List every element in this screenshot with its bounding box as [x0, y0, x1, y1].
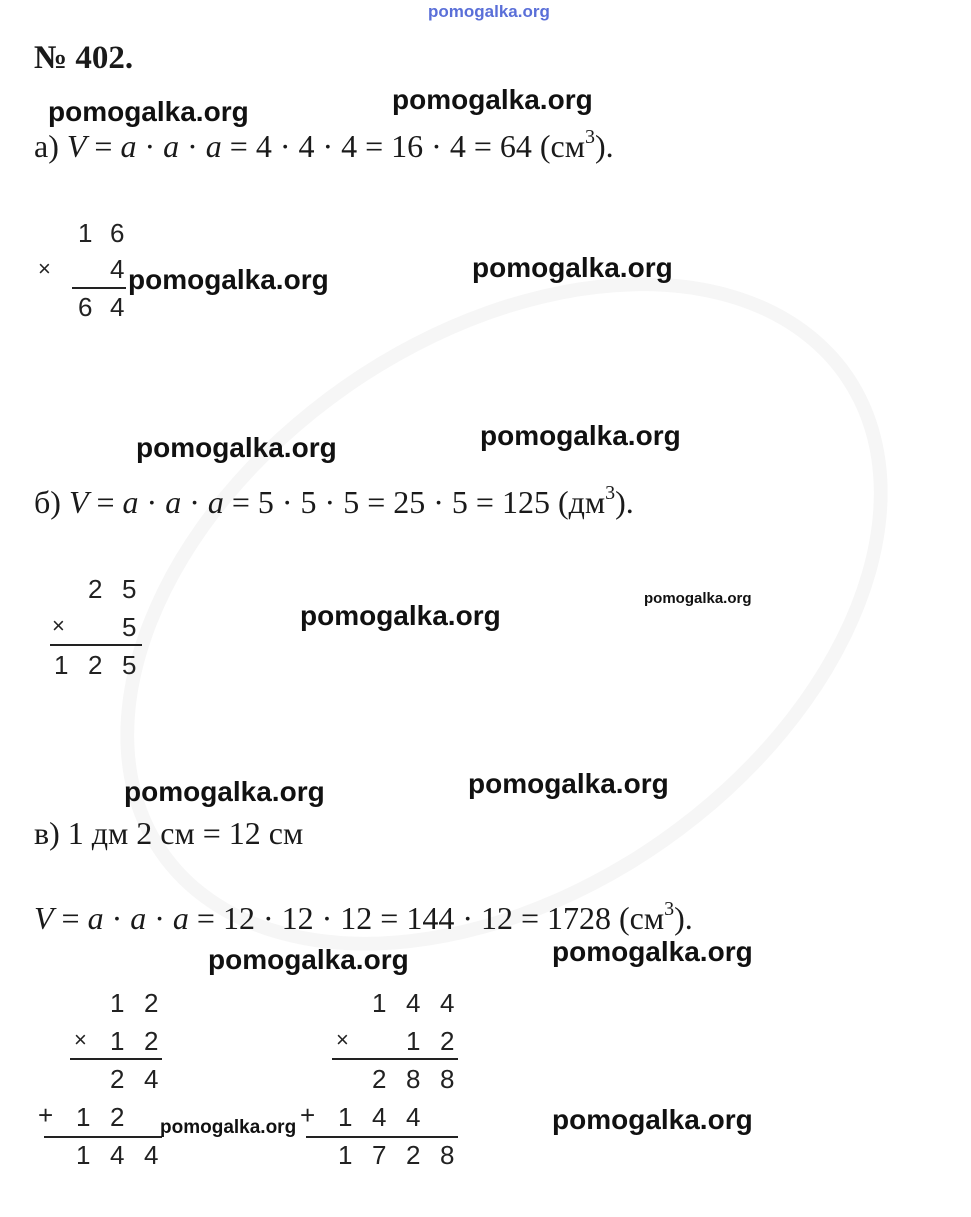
multiply-sign: × — [74, 1027, 87, 1052]
part-v-result: = 12 · 12 · 12 = 144 · 12 = 1728 (см — [188, 900, 665, 936]
calc-rule — [70, 1058, 162, 1060]
digit: 8 — [406, 1064, 421, 1094]
closing: ). — [615, 484, 634, 520]
watermark-6: pomogalka.org — [480, 420, 681, 451]
part-v-equation — [34, 900, 693, 937]
top-watermark: pomogalka.org — [428, 2, 550, 21]
digit: 2 — [440, 1026, 455, 1056]
dot: · — [136, 128, 164, 164]
multiply-sign: × — [52, 613, 65, 638]
digit: 1 — [372, 988, 387, 1018]
digit: 4 — [406, 1102, 421, 1132]
side-a: a — [163, 128, 180, 164]
digit: 1 — [338, 1140, 353, 1170]
watermark-3: pomogalka.org — [128, 264, 329, 295]
volume-symbol: V — [68, 484, 89, 520]
digit: 5 — [122, 612, 137, 642]
digit: 4 — [144, 1064, 159, 1094]
digit: 6 — [110, 218, 125, 248]
part-b-equation — [34, 484, 634, 521]
calc-rule — [44, 1136, 162, 1138]
exponent: 3 — [664, 898, 675, 920]
digit: 2 — [110, 1102, 125, 1132]
digit: 2 — [88, 574, 103, 604]
exponent: 3 — [584, 126, 595, 148]
watermark-5: pomogalka.org — [136, 432, 337, 463]
part-a-equation — [34, 128, 614, 165]
watermark-12: pomogalka.org — [552, 936, 753, 967]
plus-sign: + — [300, 1100, 316, 1130]
digit: 4 — [110, 254, 125, 284]
calc-rule — [332, 1058, 458, 1060]
digit: 1 — [406, 1026, 421, 1056]
digit: 1 — [78, 218, 93, 248]
digit: 7 — [372, 1140, 387, 1170]
closing: ). — [594, 128, 614, 164]
part-b-result: = 5 · 5 · 5 = 25 · 5 = 125 (дм — [223, 484, 606, 520]
side-a: a — [172, 900, 189, 936]
digit: 1 — [76, 1102, 91, 1132]
dot: · — [179, 128, 206, 164]
exponent: 3 — [605, 482, 616, 504]
side-a: a — [207, 484, 224, 520]
dot: · — [146, 900, 173, 936]
digit: 2 — [144, 988, 159, 1018]
part-b-label: б) — [34, 484, 69, 520]
part-a-label: а) — [34, 128, 67, 164]
digit: 5 — [122, 650, 137, 680]
watermark-14: pomogalka.org — [552, 1104, 753, 1135]
calc-rule — [50, 644, 142, 646]
watermark-7: pomogalka.org — [300, 600, 501, 631]
digit: 4 — [144, 1140, 159, 1170]
side-a: a — [122, 484, 139, 520]
volume-symbol: V — [34, 900, 54, 936]
digit: 1 — [110, 988, 125, 1018]
digit: 2 — [110, 1064, 125, 1094]
plus-sign: + — [38, 1100, 54, 1130]
digit: 8 — [440, 1140, 455, 1170]
equals: = — [88, 484, 123, 520]
watermark-8: pomogalka.org — [644, 590, 752, 607]
watermark-2: pomogalka.org — [392, 84, 593, 115]
side-a: a — [87, 900, 104, 936]
digit: 6 — [78, 292, 93, 322]
digit: 2 — [144, 1026, 159, 1056]
watermark-10: pomogalka.org — [468, 768, 669, 799]
digit: 2 — [372, 1064, 387, 1094]
part-v-conversion: в) 1 дм 2 см = 12 см — [34, 815, 304, 851]
watermark-1: pomogalka.org — [48, 96, 249, 127]
calc-rule — [72, 287, 126, 289]
calc-rule — [306, 1136, 458, 1138]
digit: 4 — [110, 1140, 125, 1170]
digit: 8 — [440, 1064, 455, 1094]
multiply-sign: × — [38, 256, 51, 281]
side-a: a — [130, 900, 147, 936]
dot: · — [181, 484, 208, 520]
side-a: a — [165, 484, 182, 520]
digit: 1 — [76, 1140, 91, 1170]
digit: 5 — [122, 574, 137, 604]
digit: 2 — [406, 1140, 421, 1170]
side-a: a — [205, 128, 222, 164]
digit: 2 — [88, 650, 103, 680]
watermark-13: pomogalka.org — [160, 1117, 297, 1138]
closing: ). — [674, 900, 693, 936]
equals: = — [86, 128, 121, 164]
digit: 1 — [338, 1102, 353, 1132]
problem-title: № 402. — [34, 40, 134, 76]
dot: · — [103, 900, 131, 936]
digit: 4 — [440, 988, 455, 1018]
digit: 4 — [110, 292, 125, 322]
digit: 1 — [110, 1026, 125, 1056]
part-a-result: = 4 · 4 · 4 = 16 · 4 = 64 (см — [221, 128, 585, 164]
equals: = — [53, 900, 88, 936]
side-a: a — [120, 128, 137, 164]
volume-symbol: V — [66, 128, 87, 164]
digit: 1 — [54, 650, 69, 680]
digit: 4 — [372, 1102, 387, 1132]
watermark-9: pomogalka.org — [124, 776, 325, 807]
digit: 4 — [406, 988, 421, 1018]
watermark-11: pomogalka.org — [208, 944, 409, 975]
multiply-sign: × — [336, 1027, 349, 1052]
dot: · — [138, 484, 166, 520]
watermark-4: pomogalka.org — [472, 252, 673, 283]
